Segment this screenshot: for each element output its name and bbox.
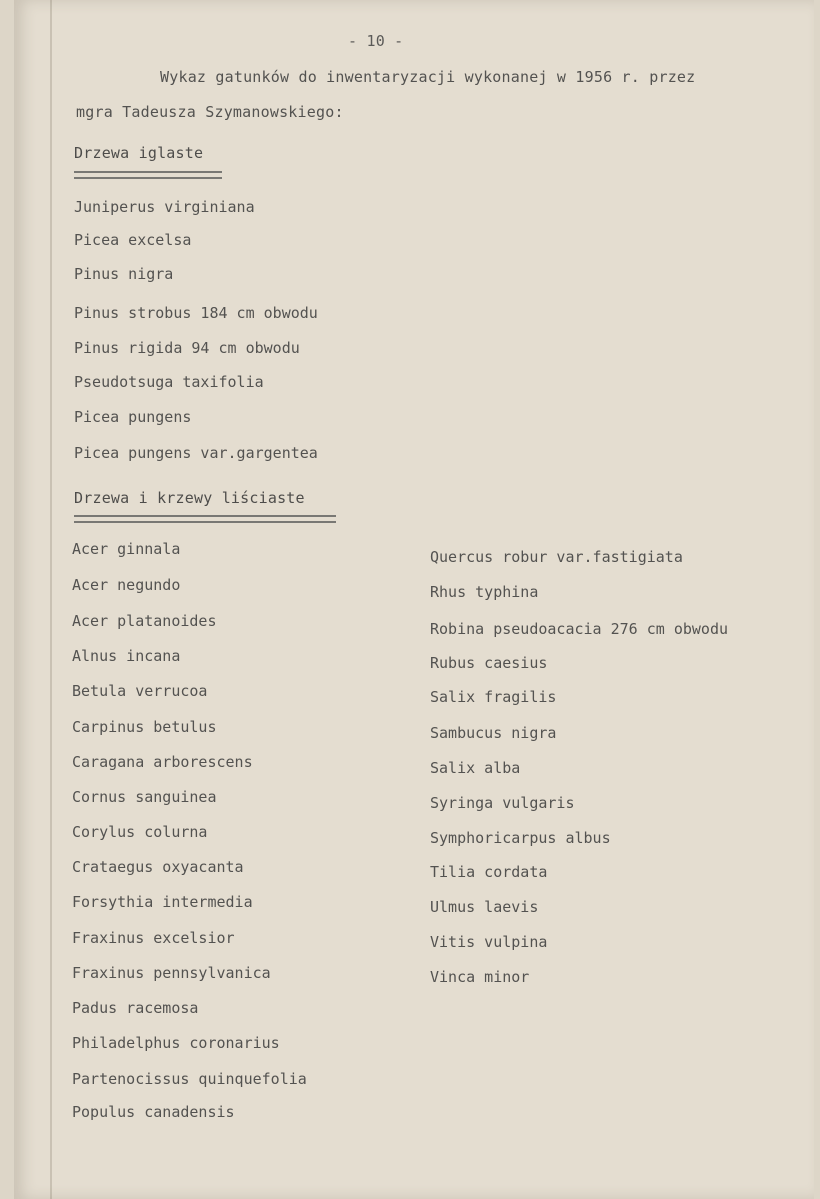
list-item: Juniperus virginiana (74, 198, 255, 216)
list-item: Betula verrucoa (72, 682, 208, 700)
list-item: Pseudotsuga taxifolia (74, 373, 264, 391)
list-item: Picea excelsa (74, 231, 192, 249)
heading-deciduous: Drzewa i krzewy liściaste (74, 489, 305, 507)
list-item: Ulmus laevis (430, 898, 539, 916)
list-item: Acer negundo (72, 576, 181, 594)
list-item: Acer ginnala (72, 540, 181, 558)
document-page (14, 0, 814, 1199)
list-item: Carpinus betulus (72, 718, 217, 736)
page-number: - 10 - (348, 32, 404, 50)
list-item: Syringa vulgaris (430, 794, 575, 812)
heading-conifers-underline (74, 171, 222, 173)
heading-conifers-underline-2 (74, 177, 222, 179)
list-item: Philadelphus coronarius (72, 1034, 280, 1052)
heading-deciduous-underline-2 (74, 521, 336, 523)
list-item: Fraxinus pennsylvanica (72, 964, 271, 982)
list-item: Salix fragilis (430, 688, 557, 706)
list-item: Populus canadensis (72, 1103, 235, 1121)
list-item: Rhus typhina (430, 583, 539, 601)
list-item: Pinus nigra (74, 265, 174, 283)
list-item: Fraxinus excelsior (72, 929, 235, 947)
list-item: Sambucus nigra (430, 724, 557, 742)
list-item: Pinus rigida 94 cm obwodu (74, 339, 300, 357)
list-item: Symphoricarpus albus (430, 829, 611, 847)
heading-deciduous-underline (74, 515, 336, 517)
list-item: Salix alba (430, 759, 521, 777)
page-edge-shadow (50, 0, 52, 1199)
list-item: Vitis vulpina (430, 933, 548, 951)
intro-line-2: mgra Tadeusza Szymanowskiego: (76, 103, 344, 121)
list-item: Vinca minor (430, 968, 530, 986)
list-item: Caragana arborescens (72, 753, 253, 771)
list-item: Crataegus oxyacanta (72, 858, 244, 876)
list-item: Cornus sanguinea (72, 788, 217, 806)
list-item: Picea pungens (74, 408, 192, 426)
list-item: Corylus colurna (72, 823, 208, 841)
list-item: Alnus incana (72, 647, 181, 665)
list-item: Acer platanoides (72, 612, 217, 630)
list-item: Partenocissus quinquefolia (72, 1070, 307, 1088)
list-item: Forsythia intermedia (72, 893, 253, 911)
list-item: Padus racemosa (72, 999, 199, 1017)
list-item: Picea pungens var.gargentea (74, 444, 318, 462)
list-item: Quercus robur var.fastigiata (430, 548, 683, 566)
list-item: Rubus caesius (430, 654, 548, 672)
list-item: Pinus strobus 184 cm obwodu (74, 304, 318, 322)
heading-conifers: Drzewa iglaste (74, 144, 204, 162)
intro-line-1: Wykaz gatunków do inwentaryzacji wykonanej w 1956 r. przez (160, 68, 696, 86)
list-item: Robina pseudoacacia 276 cm obwodu (430, 620, 729, 638)
list-item: Tilia cordata (430, 863, 548, 881)
